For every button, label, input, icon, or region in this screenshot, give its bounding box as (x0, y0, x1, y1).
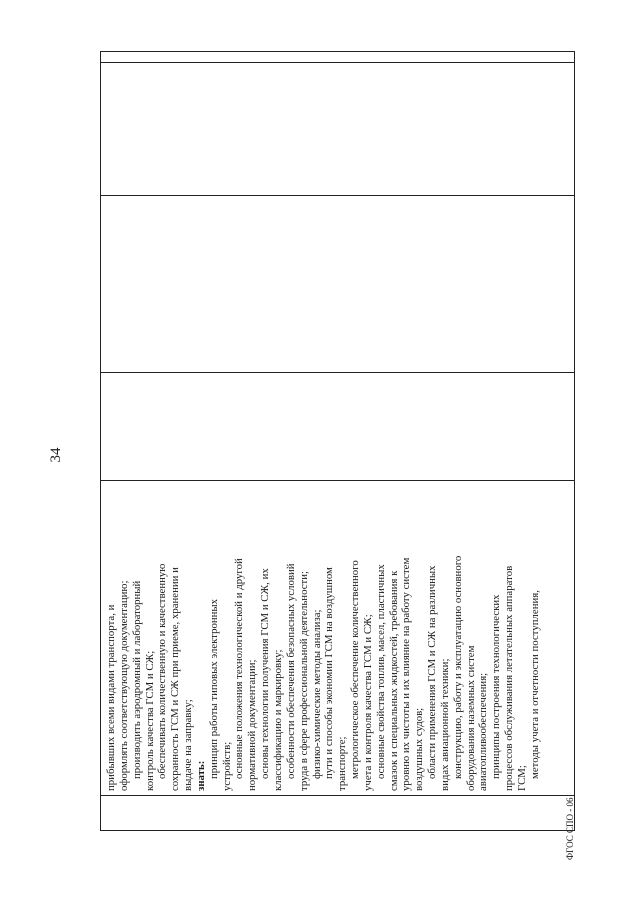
description-line: труда в сфере профессиональной деятельности; (297, 570, 310, 791)
competency-table (100, 51, 575, 831)
description-line: области применения ГСМ и СЖ на различных (426, 565, 439, 779)
description-line: знать: (194, 760, 207, 791)
description-line: пути и способы экономии ГСМ на воздушном (323, 567, 336, 779)
footer-code: ФГОС СПО - 06 (565, 797, 575, 860)
table-cell-index (101, 795, 574, 830)
description-line: физико-химические методы анализа; (310, 609, 323, 779)
table-cell-description (101, 480, 574, 795)
description-line: видах авиационной техники; (438, 658, 451, 791)
description-line: производить аэродромный и лабораторный (130, 580, 143, 779)
description-line: устройств; (220, 741, 233, 791)
description-line: оборудования наземных систем (464, 645, 477, 791)
description-line: оформлять соответствующую документацию; (117, 580, 130, 791)
table-cell-discipline-index (101, 62, 574, 195)
description-line: обеспечивать количественную и качественную (156, 563, 169, 779)
description-line: транспорте; (336, 736, 349, 791)
description-line: принципы построения технологических (490, 594, 503, 779)
description-line: основные положения технологической и другой (233, 558, 246, 779)
table-cell-hours-max (101, 372, 574, 480)
description-line: методы учета и отчетности поступления, (528, 590, 541, 779)
description-line: смазок и специальных жидкостей, требования к (387, 570, 400, 791)
table-cell-hours-required (101, 195, 574, 372)
description-line: учета и контроля качества ГСМ и СЖ; (361, 614, 374, 791)
description-line: конструкцию, работу и эксплуатацию основного (451, 555, 464, 779)
description-line: нормативной документации; (246, 659, 259, 791)
description-line: классификацию и маркировку; (271, 649, 284, 791)
description-line: авиатопливообеспечения; (477, 672, 490, 791)
description-line: основы технологии получения ГСМ и СЖ, их (259, 568, 272, 779)
description-line: прибывших всеми видами транспорта, и (105, 604, 117, 791)
description-line: воздушных судов; (413, 707, 426, 791)
table-cell-competency-codes (101, 52, 574, 62)
description-line: ГСМ; (516, 765, 528, 791)
description-line: процессов обслуживания летательных аппаратов (503, 565, 516, 791)
page-number: 34 (48, 447, 64, 463)
description-line: метрологическое обеспечение количественного (349, 560, 362, 779)
description-line: сохранность ГСМ и СЖ при приеме, хранении и (169, 567, 182, 791)
description-line: особенности обеспечения безопасных условий (284, 563, 297, 779)
description-line: контроль качества ГСМ и СЖ; (143, 650, 156, 791)
description-line: выдаче на заправку; (182, 699, 195, 791)
description-line: уровню их чистоты и их влияние на работу систем (400, 557, 413, 791)
description-line: основные свойства топлив, масел, пластичных (374, 564, 387, 779)
description-line: принцип работы типовых электронных (207, 598, 220, 779)
